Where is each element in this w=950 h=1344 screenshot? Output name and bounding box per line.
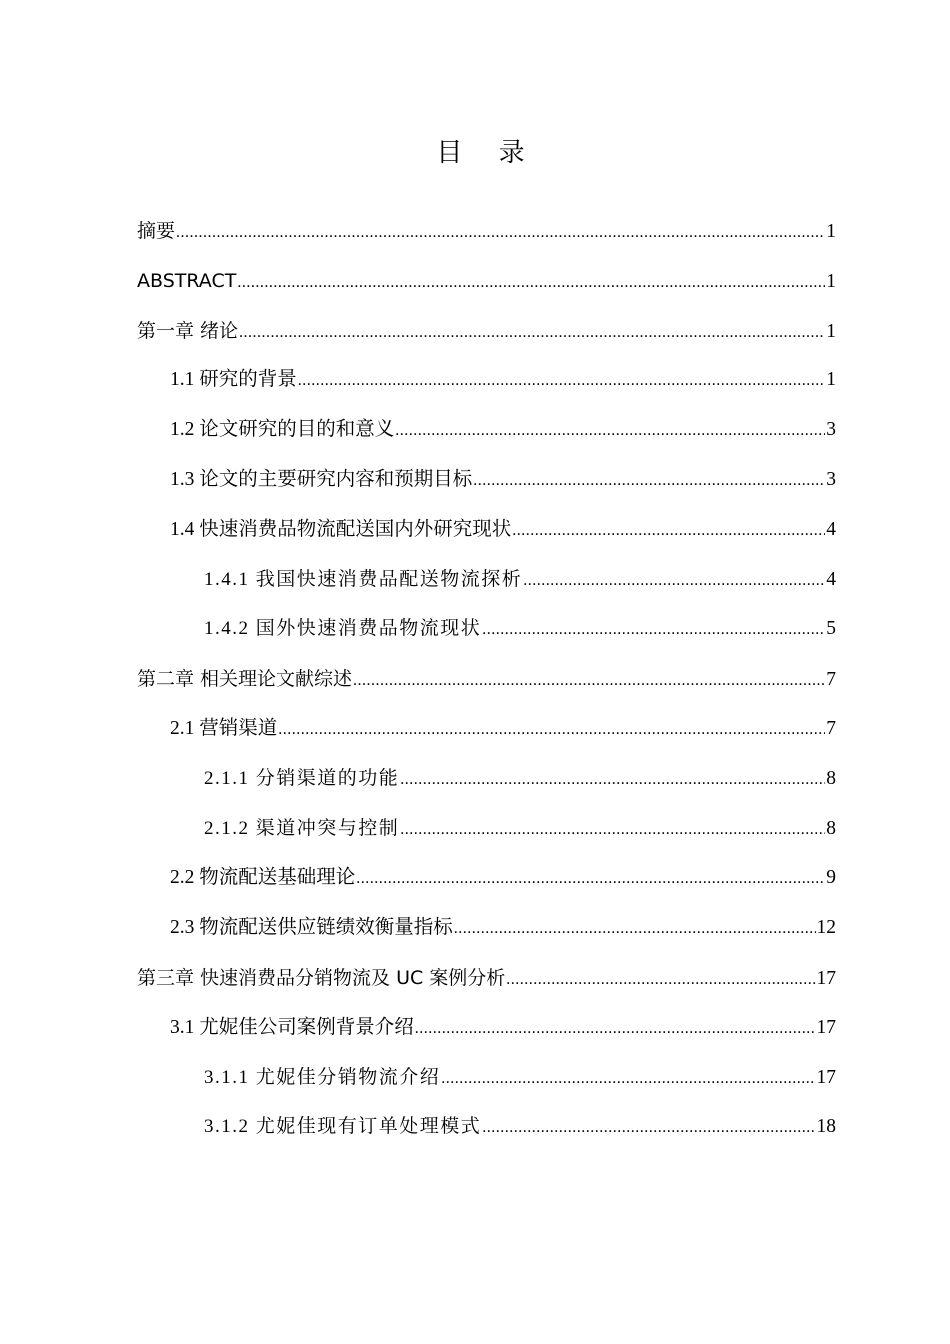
dot-leader bbox=[441, 1059, 815, 1099]
dot-leader bbox=[512, 511, 825, 551]
toc-entry-title: 第三章 快速消费品分销物流及 UC 案例分析 bbox=[137, 966, 506, 989]
toc-page-number: 1 bbox=[826, 369, 836, 391]
toc-entry bbox=[137, 261, 836, 311]
toc-page-number: 17 bbox=[816, 967, 836, 989]
dot-leader bbox=[415, 1009, 816, 1049]
page-title: 目 录 bbox=[436, 138, 539, 168]
dot-leader bbox=[523, 561, 825, 601]
toc-entry bbox=[137, 809, 836, 859]
toc-page-number: 9 bbox=[826, 867, 836, 889]
toc-page-number: 7 bbox=[826, 717, 836, 739]
toc-page-number: 4 bbox=[826, 518, 836, 540]
toc-page-number: 1 bbox=[826, 221, 836, 242]
toc-entry-title: 2.1.1 分销渠道的功能 bbox=[204, 767, 400, 789]
toc-page-number: 8 bbox=[826, 817, 836, 839]
toc-page-number: 4 bbox=[826, 568, 836, 590]
toc-page-number: 5 bbox=[826, 618, 836, 640]
dot-leader bbox=[298, 361, 825, 401]
toc-entry bbox=[137, 360, 836, 410]
toc-entry bbox=[137, 510, 836, 560]
dot-leader bbox=[454, 909, 816, 949]
dot-leader bbox=[278, 710, 825, 750]
toc-page-number: 1 bbox=[826, 320, 836, 342]
dot-leader bbox=[356, 859, 825, 899]
toc-entry bbox=[137, 1107, 836, 1157]
toc-entry-title: 1.4 快速消费品物流配送国内外研究现状 bbox=[170, 518, 512, 540]
toc-entry bbox=[137, 908, 836, 958]
toc-entry-title: 1.2 论文研究的目的和意义 bbox=[170, 419, 395, 441]
toc-entry bbox=[137, 460, 836, 510]
toc-entry-title: 1.1 研究的背景 bbox=[170, 369, 297, 391]
toc-page-number: 1 bbox=[826, 270, 836, 292]
toc-page-number: 17 bbox=[816, 1016, 836, 1038]
dot-leader bbox=[395, 411, 825, 451]
toc-entry-title: 1.4.2 国外快速消费品物流现状 bbox=[204, 618, 482, 640]
dot-leader bbox=[473, 461, 825, 501]
table-of-contents bbox=[137, 211, 836, 1157]
dot-leader bbox=[400, 760, 825, 800]
toc-entry-title: 摘要 bbox=[137, 220, 176, 242]
dot-leader bbox=[237, 263, 825, 303]
toc-entry-title: 3.1.2 尤妮佳现有订单处理模式 bbox=[204, 1116, 482, 1138]
dot-leader bbox=[506, 960, 815, 1000]
toc-page-number: 8 bbox=[826, 767, 836, 789]
toc-entry bbox=[137, 958, 836, 1008]
dot-leader bbox=[353, 661, 825, 701]
toc-entry-title: 3.1.1 尤妮佳分销物流介绍 bbox=[204, 1066, 441, 1088]
dot-leader bbox=[176, 213, 825, 253]
toc-entry-title: 第二章 相关理论文献综述 bbox=[137, 668, 353, 691]
toc-entry bbox=[137, 560, 836, 610]
toc-entry-title: 3.1 尤妮佳公司案例背景介绍 bbox=[170, 1016, 414, 1038]
toc-entry bbox=[137, 609, 836, 659]
dot-leader bbox=[482, 1108, 815, 1148]
toc-entry bbox=[137, 211, 836, 261]
toc-page-number: 18 bbox=[816, 1116, 836, 1138]
toc-entry-title: ABSTRACT bbox=[137, 269, 237, 292]
toc-page-number: 3 bbox=[826, 419, 836, 441]
toc-entry bbox=[137, 759, 836, 809]
toc-entry-title: 1.4.1 我国快速消费品配送物流探析 bbox=[204, 568, 523, 590]
toc-page-number: 17 bbox=[816, 1066, 836, 1088]
toc-entry bbox=[137, 1008, 836, 1058]
toc-entry bbox=[137, 858, 836, 908]
toc-page-number: 12 bbox=[816, 917, 836, 939]
toc-page-number: 3 bbox=[826, 468, 836, 490]
toc-entry bbox=[137, 709, 836, 759]
toc-entry bbox=[137, 659, 836, 709]
dot-leader bbox=[482, 610, 825, 650]
toc-entry-title: 2.1.2 渠道冲突与控制 bbox=[204, 817, 400, 839]
toc-entry bbox=[137, 311, 836, 361]
dot-leader bbox=[400, 810, 825, 850]
toc-entry bbox=[137, 1058, 836, 1108]
toc-entry-title: 2.1 营销渠道 bbox=[170, 717, 278, 739]
toc-entry bbox=[137, 410, 836, 460]
toc-entry-title: 第一章 绪论 bbox=[137, 319, 239, 342]
toc-entry-title: 2.2 物流配送基础理论 bbox=[170, 867, 356, 889]
toc-page-number: 7 bbox=[826, 669, 836, 691]
toc-entry-title: 2.3 物流配送供应链绩效衡量指标 bbox=[170, 917, 453, 939]
dot-leader bbox=[239, 313, 825, 353]
toc-entry-title: 1.3 论文的主要研究内容和预期目标 bbox=[170, 468, 473, 490]
